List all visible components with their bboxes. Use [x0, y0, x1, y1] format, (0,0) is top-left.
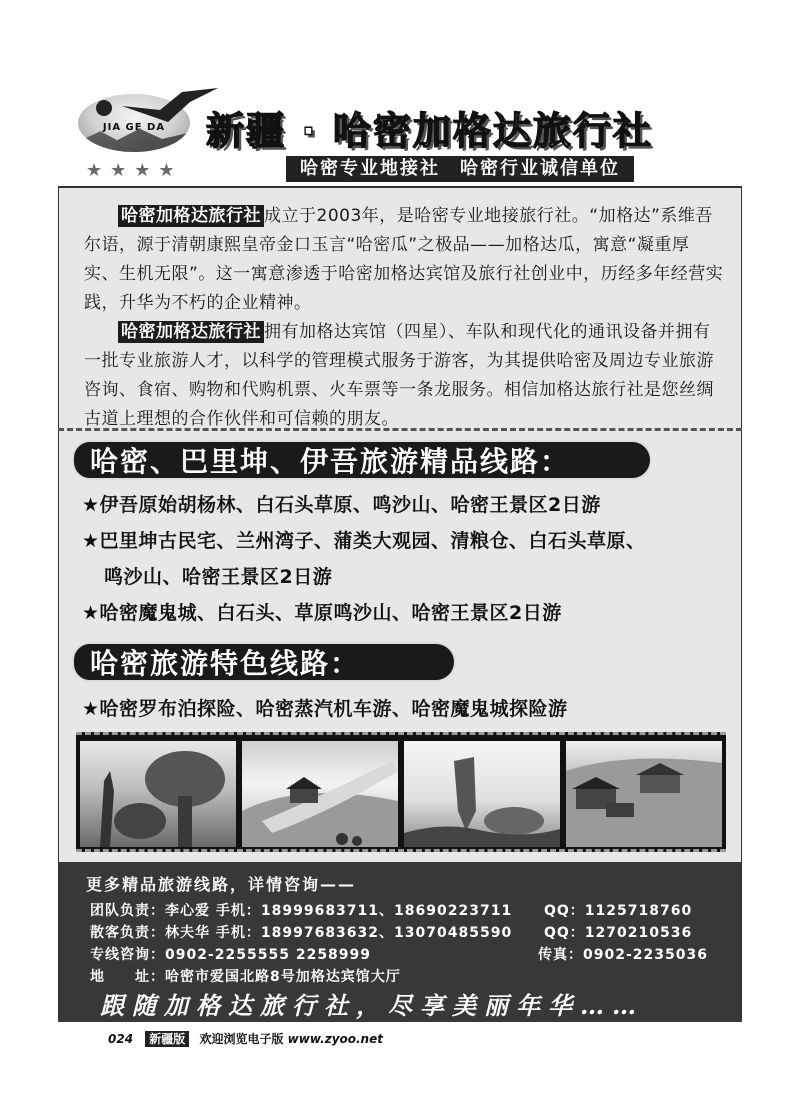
fax: 传真：0902-2235036 — [538, 947, 708, 963]
rating-stars: ★★★★ — [86, 160, 183, 181]
route-item: ★伊吾原始胡杨林、白石头草原、鸣沙山、哈密王景区2日游 — [82, 494, 601, 516]
photo-desert-tree — [404, 741, 560, 847]
footer-slogan: 跟随加格达旅行社，尽享美丽年华…… — [100, 991, 644, 1020]
team-contact: 团队负责：李心爱 手机：18999683711、18690223711 — [90, 903, 513, 919]
intro-paragraph-1-text: 成立于2003年，是哈密专业地接旅行社。“加格达”系维吾尔语，源于清朝康熙皇帝金口玉言“哈密瓜”之极品——加格达瓜，寓意“凝重厚实、生机无限”。这一寓意渗透于哈密加格达宾馆及旅行社创业中，历经多年经营实践，升华为不朽的企业精神。 — [84, 206, 724, 313]
individual-contact: 散客负责：林夫华 手机：18997683632、13070485590 — [90, 925, 513, 941]
section-title-premium-routes: 哈密、巴里坤、伊吾旅游精品线路： — [72, 440, 652, 480]
contact-heading: 更多精品旅游线路，详情咨询—— — [86, 875, 357, 894]
hotline: 专线咨询：0902-2255555 2258999 — [90, 947, 372, 963]
route-item: ★巴里坤古民宅、兰州湾子、蒲类大观园、清粮仓、白石头草原、 — [82, 530, 646, 552]
photo-grassland-houses — [566, 741, 722, 847]
agency-name-highlight: 哈密加格达旅行社 — [118, 321, 264, 343]
sun-icon — [96, 100, 112, 116]
photo-poplar-trees — [80, 741, 236, 847]
team-qq: QQ：1125718760 — [544, 903, 693, 919]
agency-name-highlight: 哈密加格达旅行社 — [118, 205, 264, 227]
intro-paragraph-1 — [84, 202, 724, 318]
route-item: ★哈密魔鬼城、白石头、草原鸣沙山、哈密王景区2日游 — [82, 602, 562, 624]
individual-qq: QQ：1270210536 — [544, 925, 693, 941]
route-item: ★哈密罗布泊探险、哈密蒸汽机车游、哈密魔鬼城探险游 — [82, 698, 568, 720]
intro-text — [84, 202, 724, 434]
address: 地 址：哈密市爱国北路8号加格达宾馆大厅 — [90, 969, 401, 985]
section-divider — [58, 428, 742, 431]
page-footer — [108, 1030, 383, 1047]
footer-caption: 欢迎浏览电子版 — [199, 1032, 284, 1046]
bird-icon — [120, 84, 220, 124]
photo-strip — [76, 732, 726, 852]
intro-paragraph-2-text: 拥有加格达宾馆（四星）、车队和现代化的通讯设备并拥有一批专业旅游人才，以科学的管理模式服务于游客，为其提供哈密及周边专业旅游咨询、食宿、购物和代购机票、火车票等一条龙服务。相信加格达旅行社是您丝绸古道上理想的合作伙伴和可信赖的朋友。 — [84, 322, 714, 429]
brand-tagline: 哈密专业地接社 哈密行业诚信单位 — [286, 156, 634, 182]
section-title-special-routes: 哈密旅游特色线路： — [72, 642, 456, 682]
page-number: 024 — [108, 1032, 134, 1046]
logo-text: JIA GE DA — [102, 122, 166, 133]
edition-badge: 新疆版 — [145, 1031, 189, 1047]
photo-sand-dunes-temple — [242, 741, 398, 847]
route-item-continued: 鸣沙山、哈密王景区2日游 — [104, 566, 333, 588]
website-link[interactable]: www.zyoo.net — [287, 1032, 383, 1046]
intro-paragraph-2 — [84, 318, 724, 434]
brand-title: 新疆 · 哈密加格达旅行社 — [206, 109, 653, 153]
